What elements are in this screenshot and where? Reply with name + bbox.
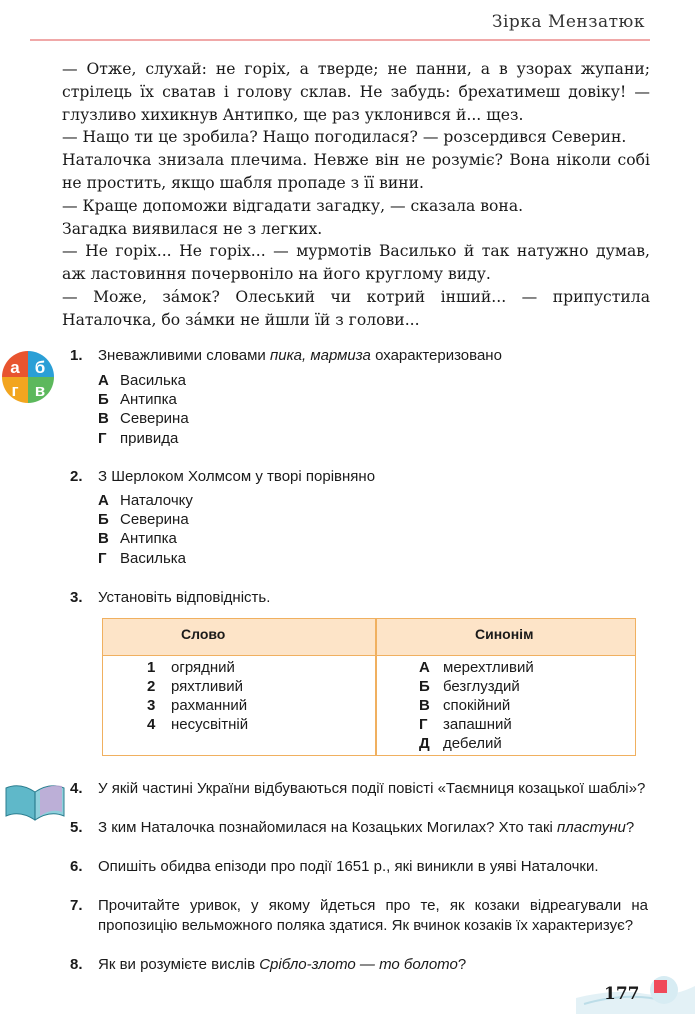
open-question-8 [70, 955, 648, 975]
row-number: 4 [147, 716, 156, 733]
synonym-row[interactable] [419, 716, 512, 733]
page-number: 177 [604, 984, 640, 1004]
question-italic-words: пластуни [557, 819, 626, 836]
row-letter: В [419, 697, 430, 714]
answer-option[interactable] [98, 492, 193, 509]
question-text: Опишіть обидва епізоди про події 1651 р., які виникли в уяві Наталочки. [98, 858, 599, 875]
question-number: 1. [70, 347, 83, 364]
answer-option[interactable] [98, 530, 177, 547]
question-number: 3. [70, 589, 83, 606]
question-text: Установіть відповідність. [98, 589, 271, 606]
question-number: 7. [70, 897, 83, 914]
story-paragraph: Загадка виявилася не з легких. [62, 219, 323, 238]
row-number: 2 [147, 678, 156, 695]
question-text-part: Зневажливими словами [98, 347, 270, 364]
option-text: Василька [120, 372, 187, 389]
open-question-6 [70, 857, 648, 877]
open-book-icon [4, 780, 66, 822]
matching-table [102, 618, 636, 756]
question-italic-words: Срібло-злото — то болото [259, 956, 458, 973]
question-text: У якій частині України відбуваються події повісті «Таємниця козацької шаблі»? [98, 780, 646, 797]
option-letter: А [98, 492, 109, 509]
column-header-synonym: Синонім [475, 626, 534, 642]
row-word: дебелий [443, 735, 502, 752]
question-text: З Шерлоком Холмсом у творі порівняно [98, 468, 376, 485]
question-number: 2. [70, 468, 83, 485]
option-text: привида [120, 430, 179, 447]
table-column-divider [375, 619, 377, 755]
row-word: безглуздий [443, 678, 520, 695]
abc-letter: в [34, 381, 46, 400]
row-number: 1 [147, 659, 156, 676]
question-text-part: Як ви розумієте вислів [98, 956, 260, 973]
abc-letter: а [10, 358, 20, 377]
question-text [98, 347, 502, 364]
story-paragraph: — Може, за́мок? Олеський чи котрий інший... — припустила Наталочка, бо за́мки не йшли їй з голови... [62, 287, 650, 329]
row-word: несусвітній [171, 716, 249, 733]
question-text-part: ? [625, 819, 635, 836]
word-row[interactable] [147, 697, 247, 714]
question-number: 6. [70, 858, 83, 875]
open-question-7 [70, 896, 648, 935]
answer-option[interactable] [98, 430, 178, 447]
synonym-row[interactable] [419, 735, 502, 752]
abc-letter: г [11, 381, 19, 400]
answer-option[interactable] [98, 391, 177, 408]
option-text: Наталочку [120, 492, 193, 509]
option-letter: Г [98, 430, 107, 447]
word-row[interactable] [147, 678, 243, 695]
row-number: 3 [147, 697, 156, 714]
row-letter: Б [419, 678, 430, 695]
corner-square-mark [654, 980, 667, 993]
row-letter: А [419, 659, 430, 676]
story-paragraph: — Краще допоможи відгадати загадку, — сказала вона. [62, 196, 524, 215]
question-number: 5. [70, 819, 83, 836]
word-row[interactable] [147, 716, 248, 733]
row-letter: Г [419, 716, 428, 733]
question-text: Прочитайте уривок, у якому йдеться про те, як козаки відреагували на пропозицію вельможного поляка здатися. Як вчинок козаків їх характеризує? [98, 897, 648, 934]
column-header-word: Слово [181, 626, 226, 642]
option-text: Антипка [120, 530, 177, 547]
story-excerpt [62, 58, 650, 332]
story-paragraph: — Отже, слухай: не горіх, а тверде; не панни, а в узорах жупани; стрілець їх сватав і голову склав. Не забудь: брехатимеш довіку! — глузливо хихикнув Антипко, ще раз уклонився й... щез. [62, 60, 650, 124]
synonym-row[interactable] [419, 659, 534, 676]
answer-option[interactable] [98, 410, 189, 427]
row-word: огрядний [171, 659, 235, 676]
synonym-row[interactable] [419, 697, 510, 714]
synonym-row[interactable] [419, 678, 520, 695]
question-italic-words: пика, мармиза [269, 347, 371, 364]
abc-test-icon [0, 350, 56, 404]
row-letter: Д [419, 735, 430, 752]
question-number: 4. [70, 780, 83, 797]
row-word: ряхтливий [171, 678, 244, 695]
word-row[interactable] [147, 659, 235, 676]
open-question-4 [70, 779, 648, 799]
option-letter: В [98, 410, 109, 427]
question-text-part: ? [457, 956, 467, 973]
question-text [98, 818, 648, 838]
abc-letter: б [34, 358, 46, 377]
row-word: мерехтливий [443, 659, 534, 676]
row-word: спокійний [443, 697, 511, 714]
question-text-part: охарактеризовано [370, 347, 502, 364]
question-number: 8. [70, 956, 83, 973]
answer-option[interactable] [98, 550, 186, 567]
option-letter: В [98, 530, 109, 547]
option-letter: Б [98, 391, 109, 408]
story-paragraph: — Не горіх... Не горіх... — мурмотів Василько й так натужно думав, аж ластовиння почервоніло на його круглому виду. [62, 242, 650, 284]
option-letter: Г [98, 550, 107, 567]
row-word: запашний [443, 716, 512, 733]
option-text: Северина [120, 511, 189, 528]
story-paragraph: — Нащо ти це зробила? Нащо погодилася? — розсердився Северин. [62, 128, 627, 147]
open-question-5 [70, 818, 648, 838]
row-word: рахманний [171, 697, 248, 714]
option-text: Северина [120, 410, 189, 427]
running-header: Зірка Мензатюк [491, 12, 645, 32]
option-letter: Б [98, 511, 109, 528]
option-text: Василька [120, 550, 187, 567]
option-text: Антипка [120, 391, 177, 408]
question-text-part: З ким Наталочка познайомилася на Козацьких Могилах? Хто такі [98, 819, 558, 836]
story-paragraph: Наталочка знизала плечима. Невже він не розуміє? Вона ніколи собі не простить, якщо шабля пропаде з її вини. [62, 151, 650, 192]
answer-option[interactable] [98, 511, 189, 528]
header-rule [30, 39, 650, 41]
option-letter: А [98, 372, 109, 389]
answer-option[interactable] [98, 372, 186, 389]
question-text [98, 955, 648, 975]
